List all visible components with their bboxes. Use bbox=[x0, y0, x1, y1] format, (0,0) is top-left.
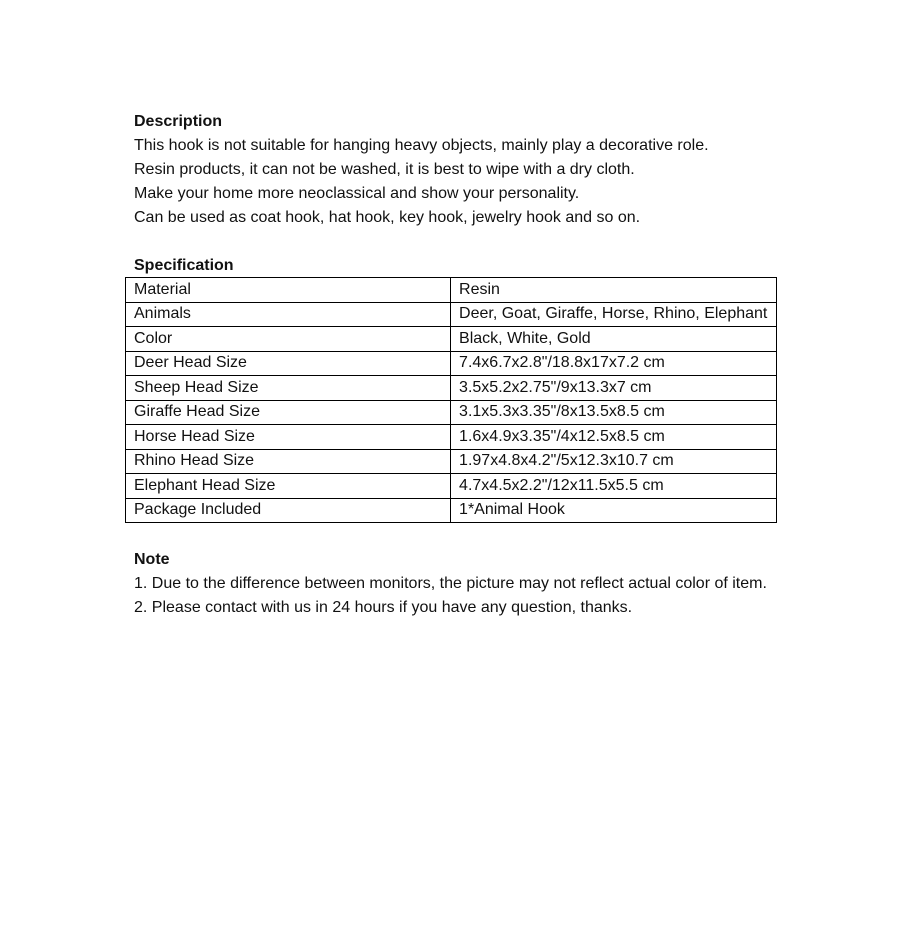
table-row bbox=[126, 351, 777, 376]
spec-label: Horse Head Size bbox=[126, 425, 451, 450]
spec-label: Elephant Head Size bbox=[126, 474, 451, 499]
note-line: 1. Due to the difference between monitors, the picture may not reflect actual color of item. bbox=[134, 575, 767, 592]
spec-value: Resin bbox=[451, 278, 777, 303]
description-line: Resin products, it can not be washed, it is best to wipe with a dry cloth. bbox=[134, 161, 635, 178]
table-row bbox=[126, 376, 777, 401]
description-line: Make your home more neoclassical and show your personality. bbox=[134, 185, 580, 202]
spec-label: Deer Head Size bbox=[126, 351, 451, 376]
spec-value: 1.6x4.9x3.35"/4x12.5x8.5 cm bbox=[451, 425, 777, 450]
note-heading: Note bbox=[134, 551, 170, 568]
table-row bbox=[126, 302, 777, 327]
description-heading: Description bbox=[134, 113, 223, 130]
table-row bbox=[126, 498, 777, 523]
description-line: Can be used as coat hook, hat hook, key hook, jewelry hook and so on. bbox=[134, 209, 641, 226]
spec-value: 4.7x4.5x2.2"/12x11.5x5.5 cm bbox=[451, 474, 777, 499]
table-row bbox=[126, 449, 777, 474]
table-row bbox=[126, 425, 777, 450]
spec-value: 7.4x6.7x2.8"/18.8x17x7.2 cm bbox=[451, 351, 777, 376]
spec-value: 3.5x5.2x2.75"/9x13.3x7 cm bbox=[451, 376, 777, 401]
spec-value: 3.1x5.3x3.35"/8x13.5x8.5 cm bbox=[451, 400, 777, 425]
note-line: 2. Please contact with us in 24 hours if you have any question, thanks. bbox=[134, 599, 633, 616]
spec-value: Deer, Goat, Giraffe, Horse, Rhino, Elephant bbox=[451, 302, 777, 327]
table-row bbox=[126, 400, 777, 425]
spec-value: 1.97x4.8x4.2"/5x12.3x10.7 cm bbox=[451, 449, 777, 474]
spec-label: Package Included bbox=[126, 498, 451, 523]
table-row bbox=[126, 278, 777, 303]
specification-heading: Specification bbox=[134, 257, 234, 274]
specification-table bbox=[125, 277, 777, 523]
spec-label: Material bbox=[126, 278, 451, 303]
spec-value: 1*Animal Hook bbox=[451, 498, 777, 523]
spec-label: Color bbox=[126, 327, 451, 352]
spec-label: Rhino Head Size bbox=[126, 449, 451, 474]
spec-label: Sheep Head Size bbox=[126, 376, 451, 401]
spec-label: Animals bbox=[126, 302, 451, 327]
description-line: This hook is not suitable for hanging heavy objects, mainly play a decorative role. bbox=[134, 137, 709, 154]
spec-label: Giraffe Head Size bbox=[126, 400, 451, 425]
table-row bbox=[126, 327, 777, 352]
table-row bbox=[126, 474, 777, 499]
spec-value: Black, White, Gold bbox=[451, 327, 777, 352]
